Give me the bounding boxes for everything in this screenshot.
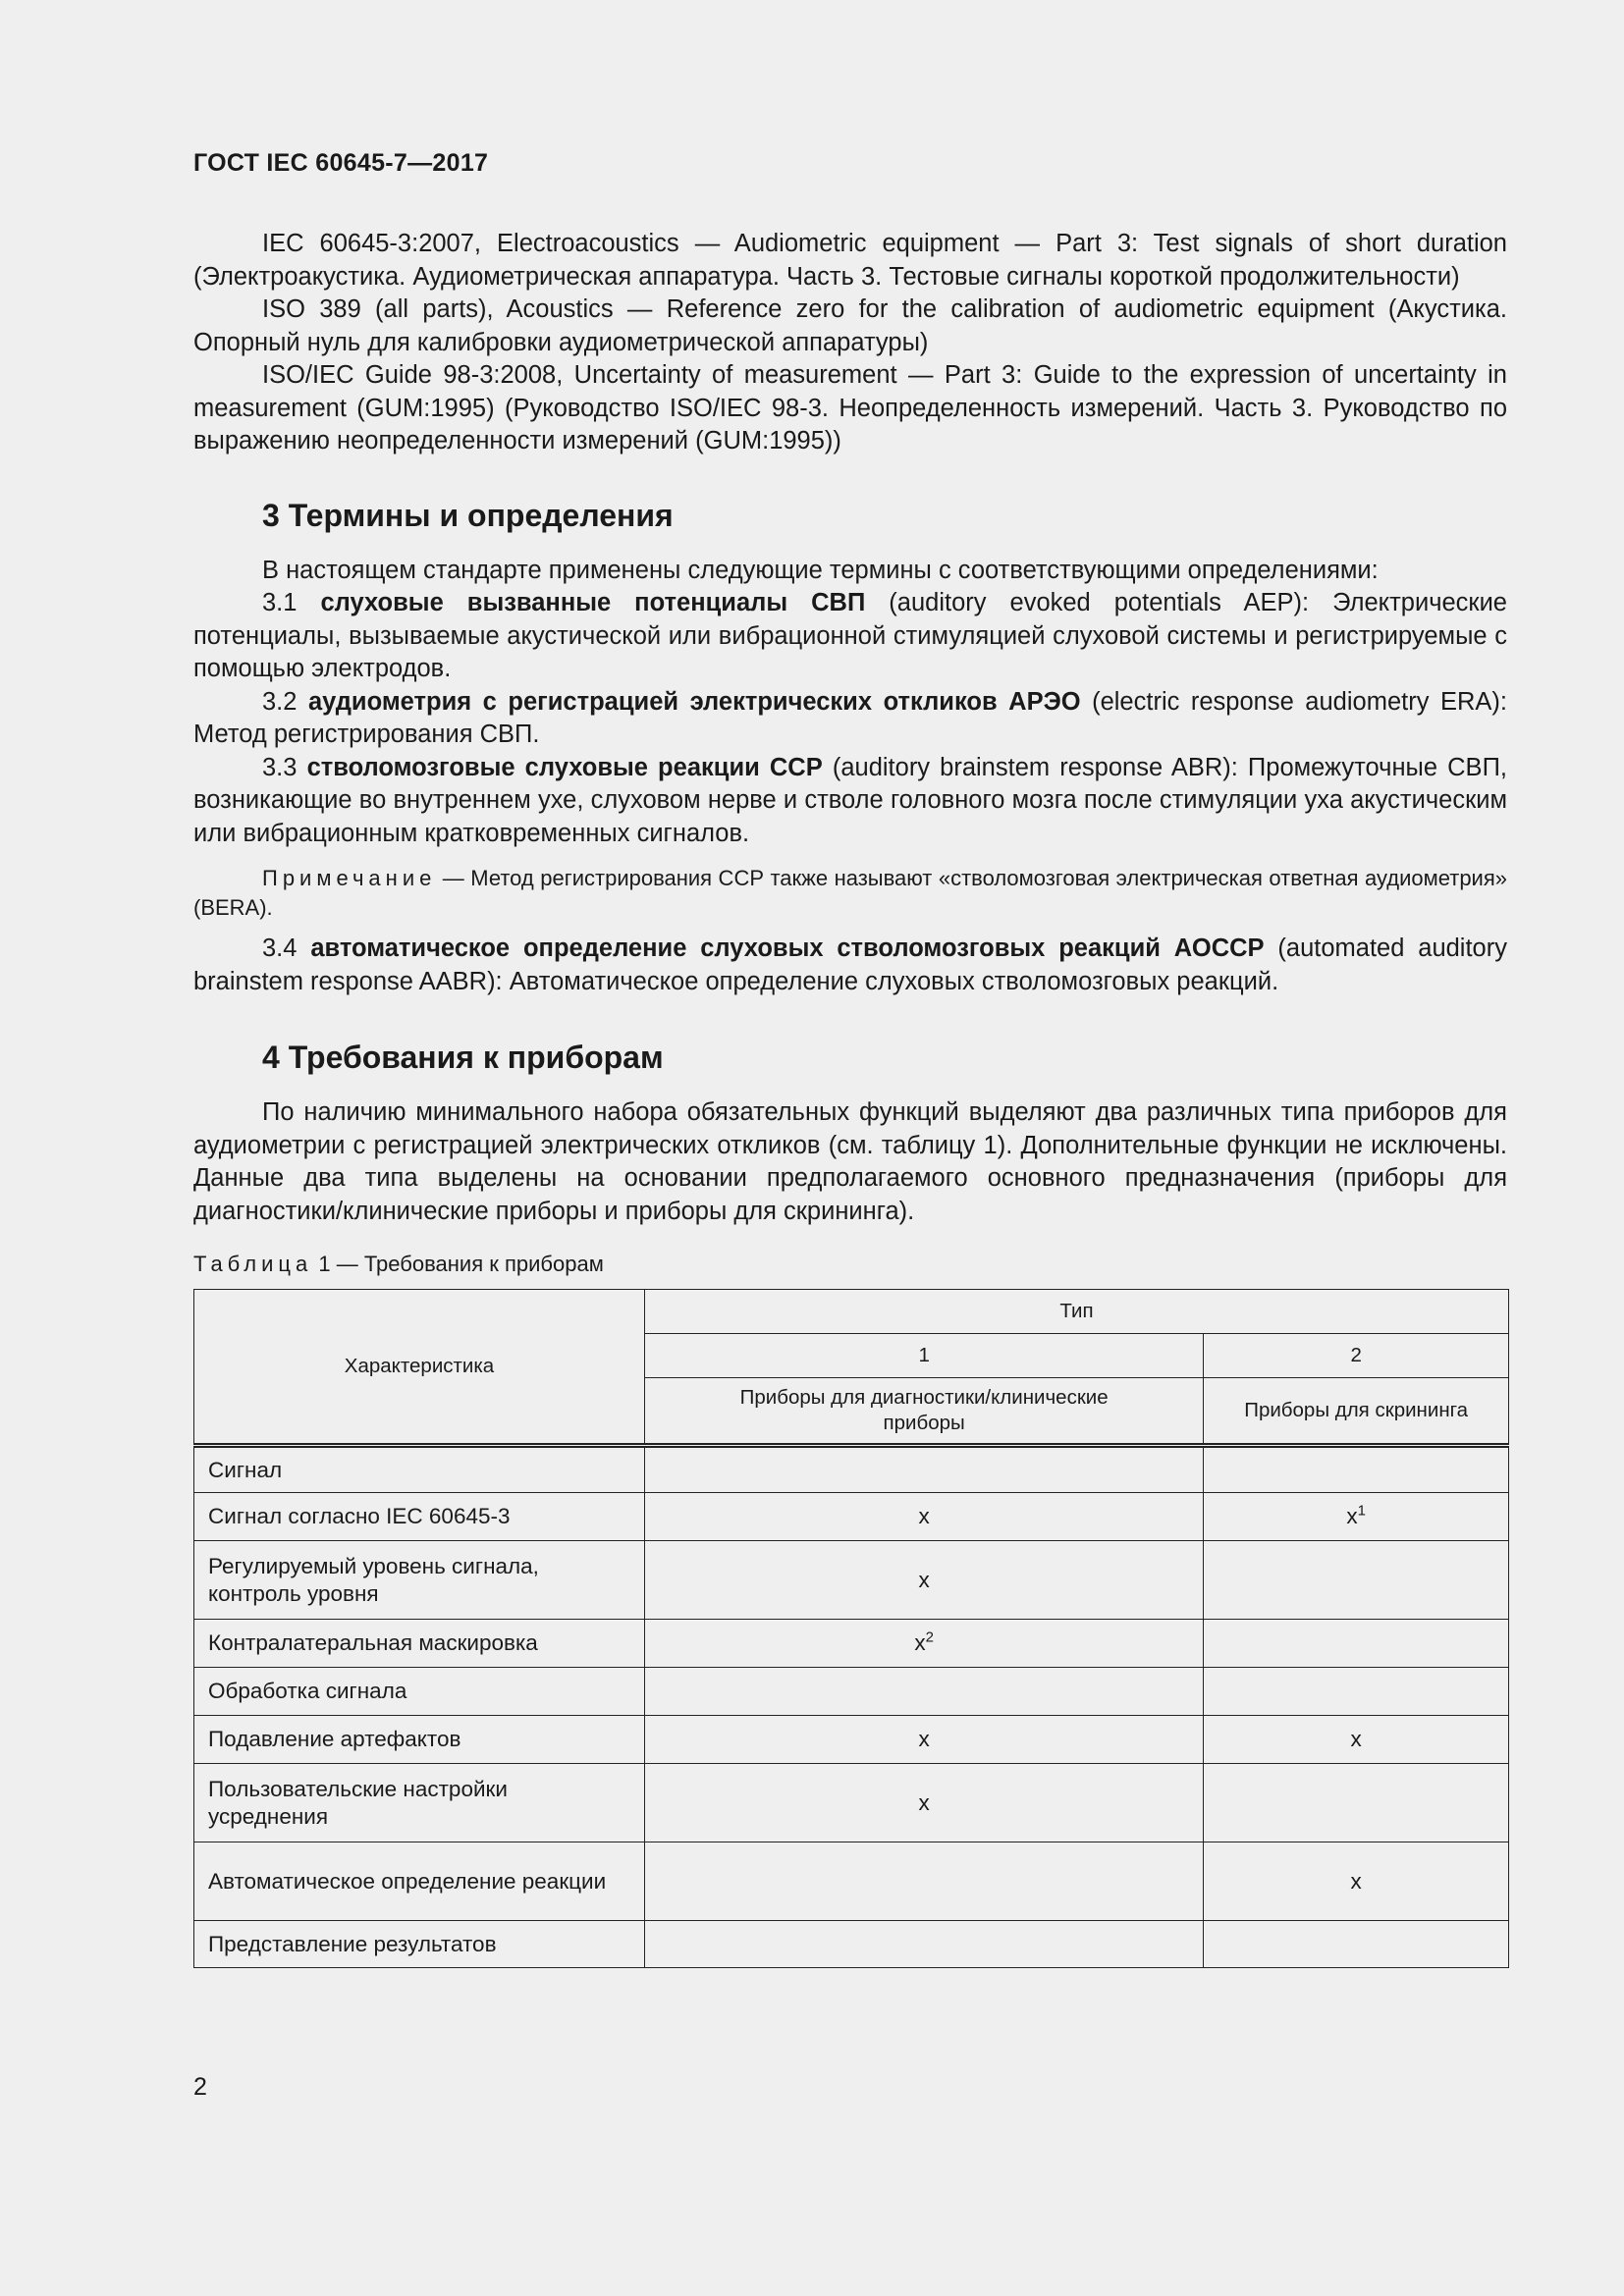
reference-iec-60645-3: IEC 60645-3:2007, Electroacoustics — Audiometric equipment — Part 3: Test signals of short duration (Электроакустика. Аудиометрическая аппаратура. Часть 3. Тестовые сигналы короткой продолжительности)	[193, 230, 1507, 291]
row-label: Контралатеральная маскировка	[194, 1620, 645, 1668]
header-characteristic: Характеристика	[194, 1290, 645, 1446]
row-label: Автоматическое определение реакции	[194, 1842, 645, 1921]
document-header: ГОСТ IEC 60645-7—2017	[193, 149, 489, 177]
type-2-cell	[1204, 1493, 1509, 1541]
type-1-cell	[645, 1842, 1204, 1921]
note-label: Примечание	[262, 866, 437, 890]
note	[193, 864, 1507, 923]
term-definition: (electric response audiometry ERA): Метод регистрирования СВП.	[193, 687, 1507, 748]
section-3-heading: 3 Термины и определения	[262, 497, 674, 533]
table-row	[194, 1668, 1509, 1716]
cell-mark: x	[918, 1789, 930, 1815]
type-2-cell	[1204, 1921, 1509, 1968]
header-type-2: 2	[1204, 1334, 1509, 1378]
type-2-cell	[1204, 1668, 1509, 1716]
reference-iso-iec-guide-98-3: ISO/IEC Guide 98-3:2008, Uncertainty of measurement — Part 3: Guide to the expression of uncertainty in measurement (GUM:1995) (Руководство ISO/IEC 98-3. Неопределенность измерений. Часть 3. Руководство по выражению неопределенности измерений (GUM:1995))	[193, 361, 1507, 454]
type-2-cell	[1204, 1842, 1509, 1921]
cell-mark: x	[918, 1567, 930, 1592]
term-name: автоматическое определение слуховых стволомозговых реакций АОССР	[310, 934, 1265, 962]
reference-iso-389: ISO 389 (all parts), Acoustics — Reference zero for the calibration of audiometric equipment (Акустика. Опорный нуль для калибровки аудиометрической аппаратуры)	[193, 295, 1507, 356]
footnote-ref: 1	[1357, 1502, 1366, 1520]
type-1-cell	[645, 1716, 1204, 1764]
type-1-cell	[645, 1541, 1204, 1620]
section-4-heading: 4 Требования к приборам	[262, 1040, 664, 1075]
table-row	[194, 1541, 1509, 1620]
row-label: Сигнал согласно IEC 60645-3	[194, 1493, 645, 1541]
cell-mark: x	[914, 1630, 926, 1655]
term-definition: (automated auditory brainstem response AABR): Автоматическое определение слуховых стволомозговых реакций.	[193, 934, 1507, 995]
table-row	[194, 1764, 1509, 1842]
row-label: Подавление артефактов	[194, 1716, 645, 1764]
row-label: Регулируемый уровень сигнала, контроль уровня	[194, 1541, 645, 1620]
table-row	[194, 1446, 1509, 1493]
document-body	[193, 228, 1507, 1968]
section-3-intro: В настоящем стандарте применены следующие термины с соответствующими определениями:	[262, 556, 1379, 584]
type-2-cell	[1204, 1764, 1509, 1842]
row-label: Пользовательские настройки усреднения	[194, 1764, 645, 1842]
term-number: 3.1	[262, 589, 298, 616]
table-caption-label: Таблица	[193, 1252, 313, 1276]
header-type-1-desc-text: Приборы для диагностики/клинические приборы	[739, 1386, 1109, 1434]
header-type: Тип	[645, 1290, 1509, 1334]
term-3-2	[193, 686, 1507, 752]
table-row	[194, 1921, 1509, 1968]
header-type-2-desc: Приборы для скрининга	[1204, 1378, 1509, 1446]
cell-mark: x	[1350, 1727, 1362, 1751]
term-name: стволомозговые слуховые реакции ССР	[306, 753, 823, 781]
note-text: — Метод регистрирования ССР также называют «стволомозговая электрическая ответная аудиометрия» (BERA).	[193, 866, 1507, 920]
header-type-1: 1	[645, 1334, 1204, 1378]
table-row	[194, 1842, 1509, 1921]
term-name: слуховые вызванные потенциалы СВП	[320, 589, 866, 616]
table-row	[194, 1716, 1509, 1764]
row-label: Обработка сигнала	[194, 1668, 645, 1716]
cell-mark: x	[1350, 1868, 1362, 1894]
requirements-table	[193, 1289, 1509, 1968]
term-number: 3.4	[262, 934, 298, 962]
cell-mark: x	[918, 1504, 930, 1528]
term-number: 3.3	[262, 753, 298, 781]
type-2-cell	[1204, 1620, 1509, 1668]
table-row	[194, 1620, 1509, 1668]
table-row	[194, 1493, 1509, 1541]
section-4-paragraph: По наличию минимального набора обязательных функций выделяют два различных типа приборов для аудиометрии с регистрацией электрических откликов (см. таблицу 1). Дополнительные функции не исключены. Данные два типа выделены на основании предполагаемого основного предназначения (приборы для диагностики/клинические приборы и приборы для скрининга).	[193, 1098, 1507, 1225]
type-2-cell	[1204, 1541, 1509, 1620]
type-1-cell	[645, 1668, 1204, 1716]
type-1-cell	[645, 1764, 1204, 1842]
type-1-cell	[645, 1493, 1204, 1541]
cell-mark: x	[1346, 1504, 1358, 1528]
footnote-ref: 2	[925, 1629, 934, 1646]
table-caption-text: 1 — Требования к приборам	[312, 1252, 604, 1276]
table-body	[194, 1446, 1509, 1968]
term-definition: (auditory brainstem response ABR): Промежуточные СВП, возникающие во внутреннем ухе, слуховом нерве и стволе головного мозга после стимуляции уха акустическим или вибрационным кратковременных сигналов.	[193, 753, 1507, 847]
row-label: Представление результатов	[194, 1921, 645, 1968]
row-label: Сигнал	[194, 1446, 645, 1493]
term-name: аудиометрия с регистрацией электрических откликов АРЭО	[307, 687, 1081, 716]
type-1-cell	[645, 1921, 1204, 1968]
page-number: 2	[193, 2073, 207, 2101]
term-3-3	[193, 752, 1507, 851]
type-2-cell	[1204, 1716, 1509, 1764]
term-3-4	[193, 933, 1507, 998]
type-1-cell	[645, 1446, 1204, 1493]
term-number: 3.2	[262, 687, 298, 716]
term-definition: (auditory evoked potentials AEP): Электрические потенциалы, вызываемые акустической или вибрационной стимуляцией слуховой системы и регистрируемые с помощью электродов.	[193, 589, 1507, 682]
header-type-1-desc	[645, 1378, 1204, 1446]
term-3-1	[193, 587, 1507, 686]
type-2-cell	[1204, 1446, 1509, 1493]
cell-mark: x	[918, 1727, 930, 1751]
table-caption	[193, 1250, 1507, 1279]
type-1-cell	[645, 1620, 1204, 1668]
